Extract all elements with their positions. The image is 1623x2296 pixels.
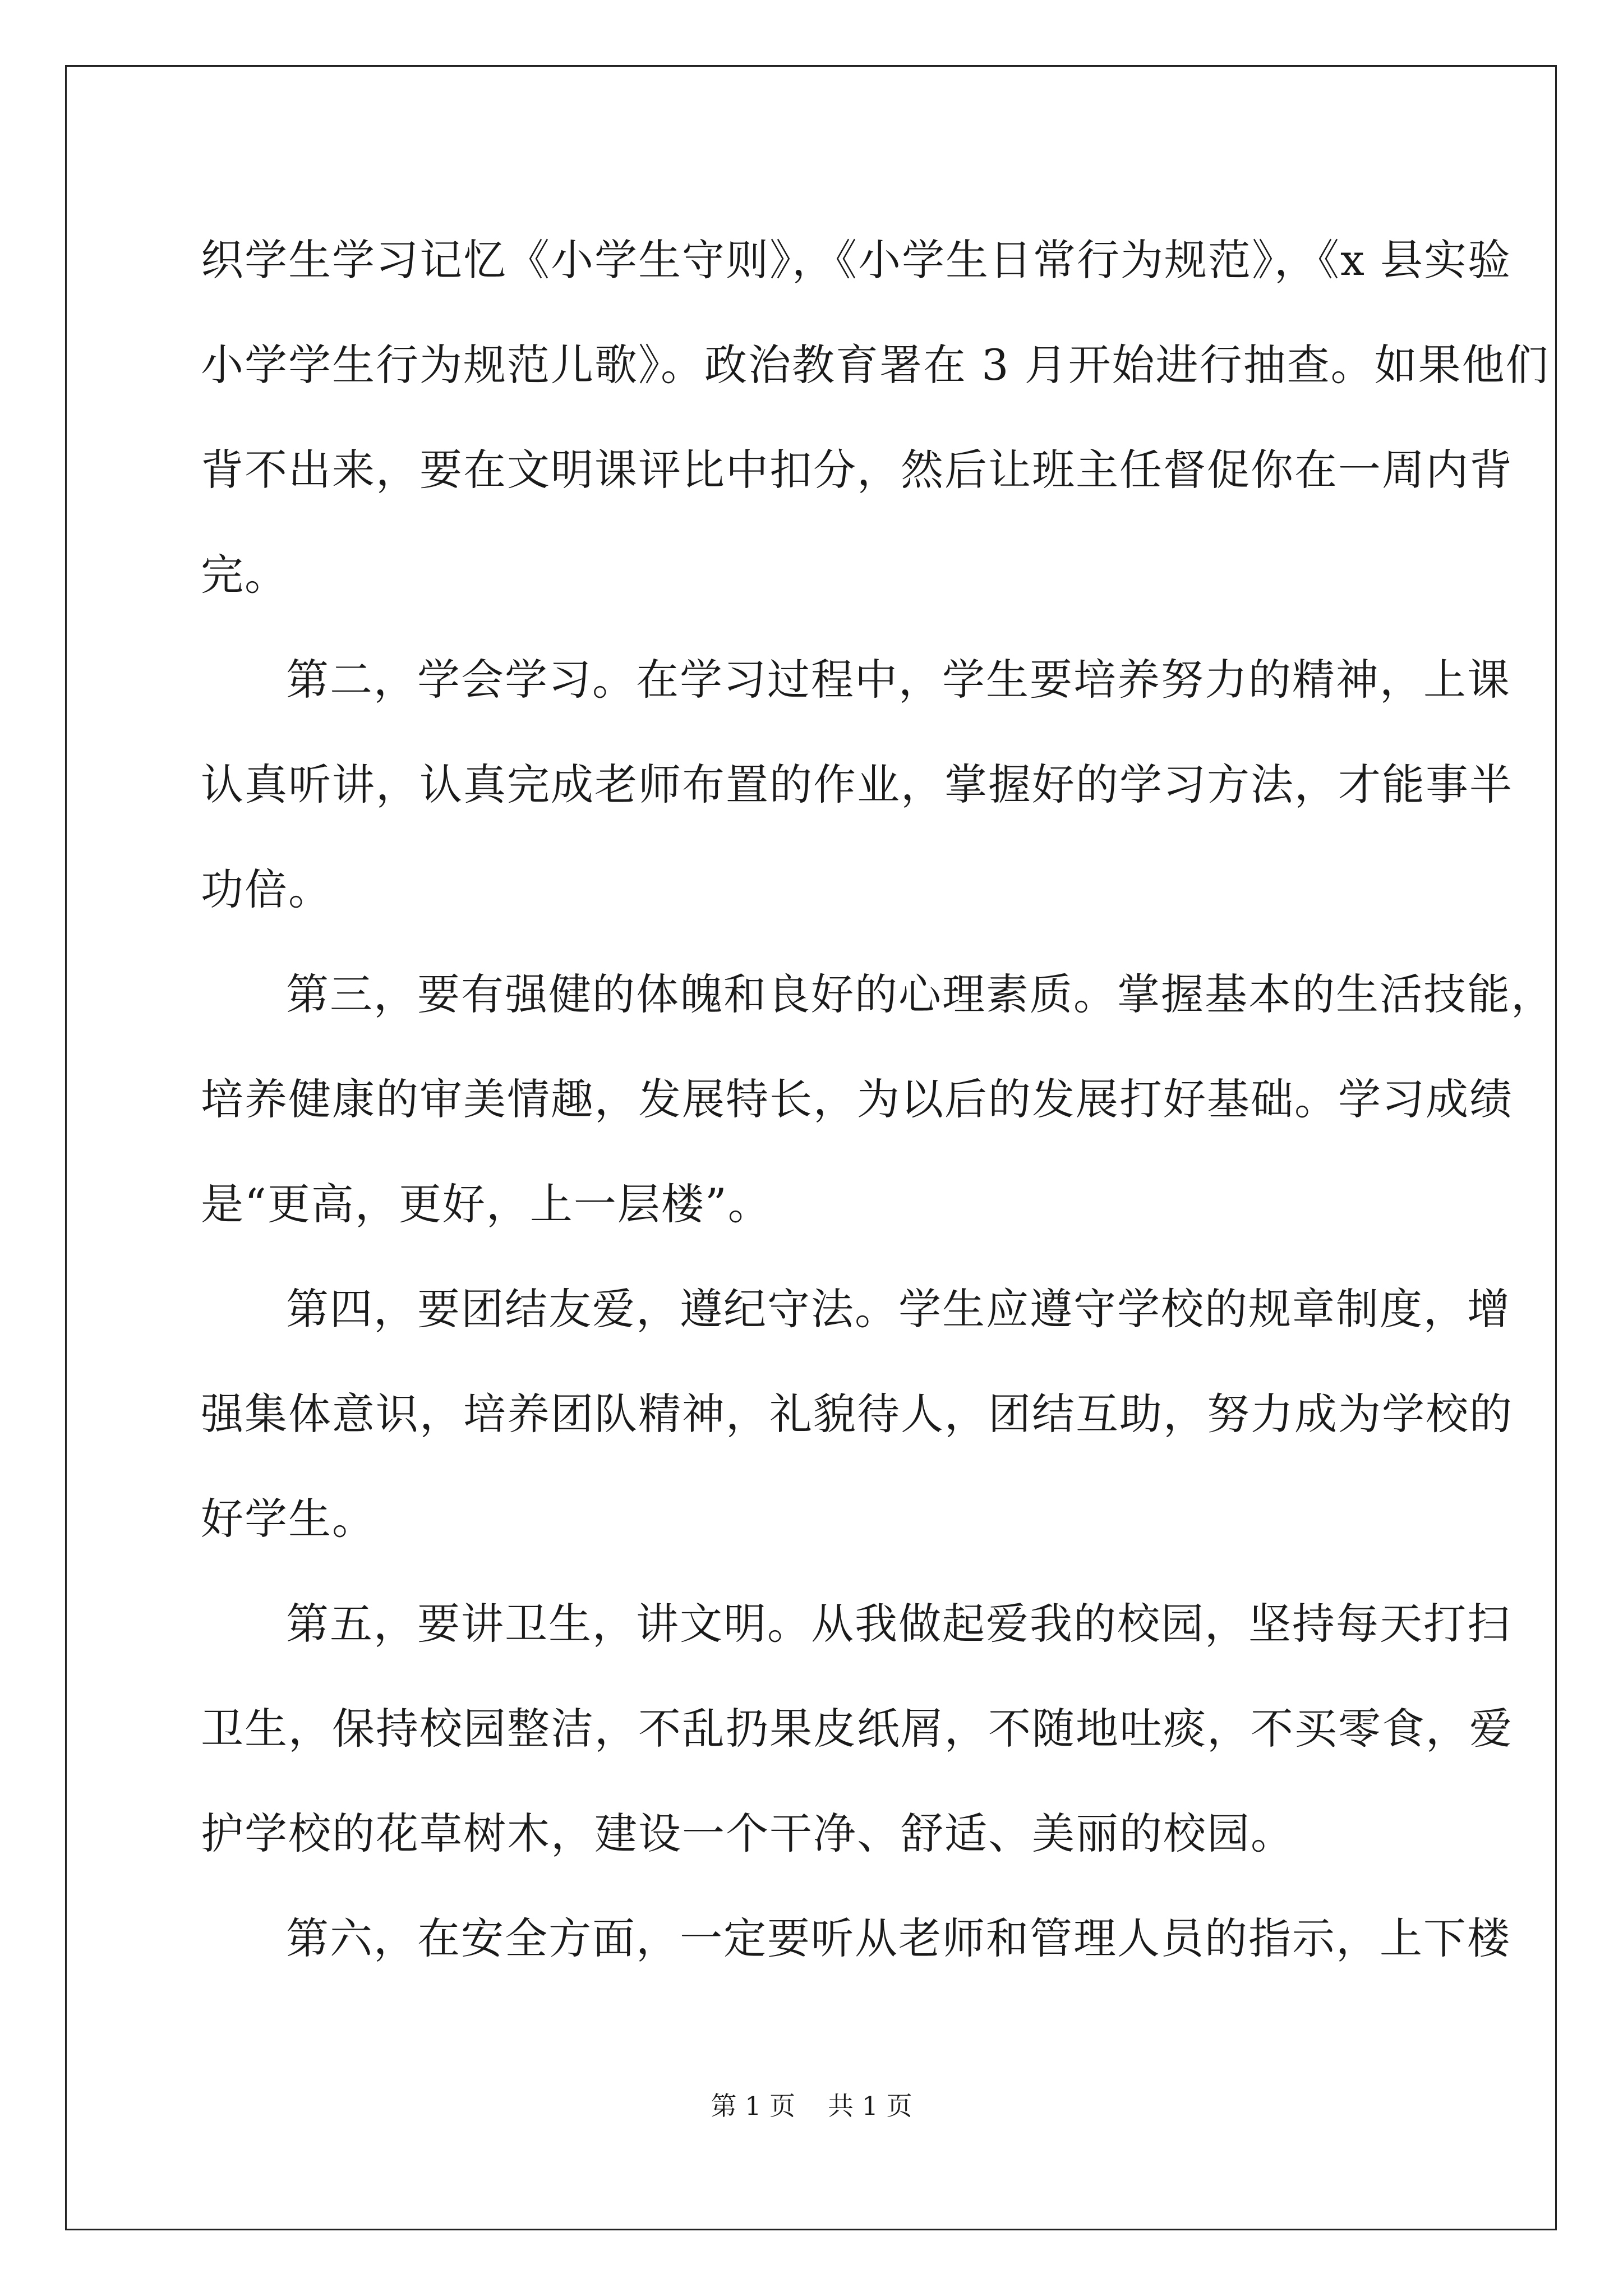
text-line: 是“更高，更好，上一层楼”。 <box>201 1179 772 1229</box>
paragraph-start-line: 第四，要团结友爱，遵纪守法。学生应遵守学校的规章制度，增 <box>286 1284 1511 1334</box>
text-line: 护学校的花草树木，建设一个干净、舒适、美丽的校园。 <box>201 1809 1294 1858</box>
paragraph-start-line: 第五，要讲卫生，讲文明。从我做起爱我的校园，坚持每天打扫 <box>286 1599 1511 1649</box>
text-line: 完。 <box>201 550 288 600</box>
text-line: 小学学生行为规范儿歌》。政治教育署在 3 月开始进行抽查。如果他们 <box>201 340 1550 390</box>
text-line: 认真听讲，认真完成老师布置的作业，掌握好的学习方法，才能事半 <box>201 760 1513 809</box>
text-line: 好学生。 <box>201 1494 376 1544</box>
text-line: 功倍。 <box>201 864 332 914</box>
page-number: 第 1 页 <box>711 2091 795 2121</box>
document-body <box>201 208 1555 1991</box>
text-line: 强集体意识，培养团队精神，礼貌待人，团结互助，努力成为学校的 <box>201 1389 1513 1439</box>
page-footer <box>0 2086 1623 2123</box>
text-line: 卫生，保持校园整洁，不乱扔果皮纸屑，不随地吐痰，不买零食，爱 <box>201 1704 1513 1754</box>
text-line: 培养健康的审美情趣，发展特长，为以后的发展打好基础。学习成绩 <box>201 1074 1513 1124</box>
paragraph-start-line: 第六，在安全方面，一定要听从老师和管理人员的指示，上下楼 <box>286 1913 1511 1963</box>
paragraph-start-line: 第二，学会学习。在学习过程中，学生要培养努力的精神，上课 <box>286 655 1511 705</box>
text-line: 织学生学习记忆《小学生守则》，《小学生日常行为规范》，《x 县实验 <box>201 235 1512 285</box>
text-line: 背不出来，要在文明课评比中扣分，然后让班主任督促你在一周内背 <box>201 445 1513 495</box>
paragraph-start-line: 第三，要有强健的体魄和良好的心理素质。掌握基本的生活技能， <box>286 969 1555 1019</box>
page-total: 共 1 页 <box>828 2091 912 2121</box>
